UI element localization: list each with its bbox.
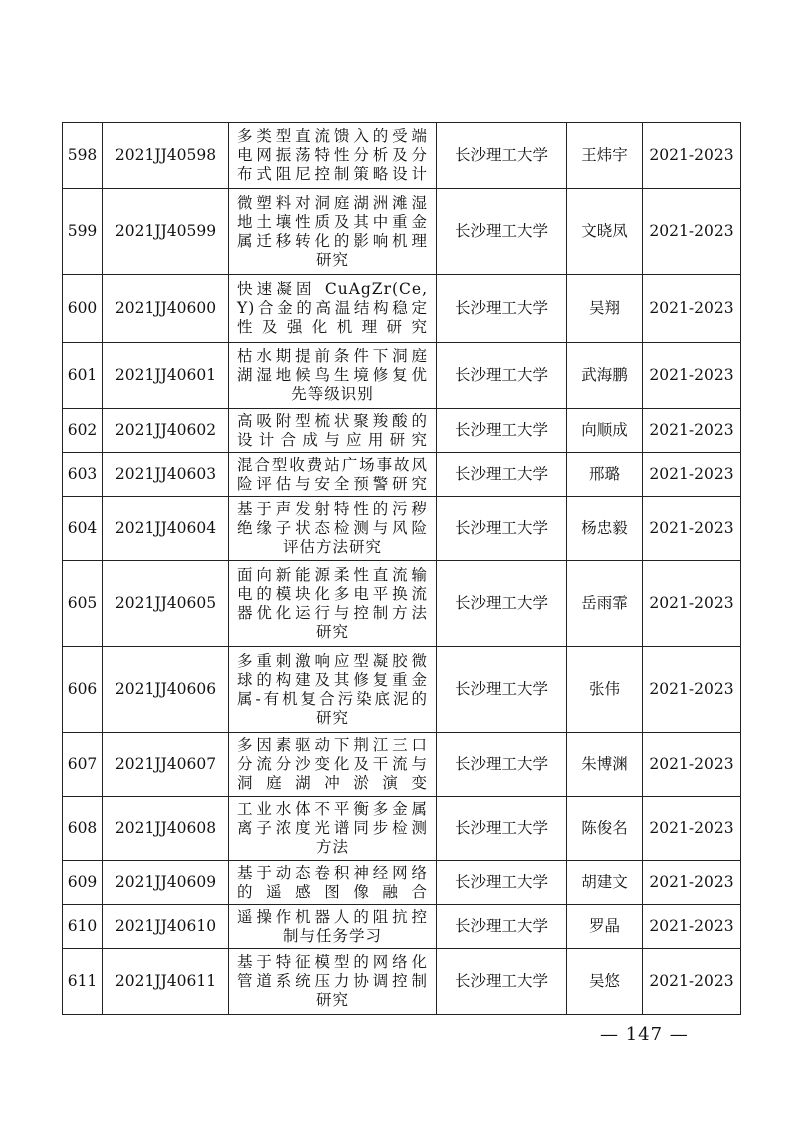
project-title-line: 研究 bbox=[315, 708, 349, 727]
project-id: 2021JJ40606 bbox=[103, 647, 229, 733]
table-body bbox=[63, 123, 741, 1015]
institution: 长沙理工大学 bbox=[437, 905, 567, 949]
row-number: 598 bbox=[63, 123, 103, 189]
institution: 长沙理工大学 bbox=[437, 275, 567, 343]
institution: 长沙理工大学 bbox=[437, 561, 567, 647]
table-row bbox=[63, 275, 741, 343]
project-title-line: 多类型直流馈入的受端 bbox=[237, 127, 428, 145]
project-title bbox=[229, 189, 437, 275]
project-id: 2021JJ40610 bbox=[103, 905, 229, 949]
row-number: 602 bbox=[63, 409, 103, 453]
table-row bbox=[63, 189, 741, 275]
institution: 长沙理工大学 bbox=[437, 647, 567, 733]
row-number: 604 bbox=[63, 497, 103, 561]
project-id: 2021JJ40601 bbox=[103, 343, 229, 409]
project-title-line: 基于声发射特性的污秽 bbox=[237, 500, 428, 518]
table-row bbox=[63, 949, 741, 1015]
project-period: 2021-2023 bbox=[643, 409, 741, 453]
project-period: 2021-2023 bbox=[643, 123, 741, 189]
project-id: 2021JJ40604 bbox=[103, 497, 229, 561]
table-row bbox=[63, 905, 741, 949]
project-title bbox=[229, 733, 437, 797]
project-title-line: 属-有机复合污染底泥的 bbox=[237, 689, 428, 708]
project-title bbox=[229, 123, 437, 189]
project-period: 2021-2023 bbox=[643, 861, 741, 905]
project-title-line: 研究 bbox=[315, 622, 349, 641]
table-row bbox=[63, 453, 741, 497]
project-title bbox=[229, 949, 437, 1015]
table-row bbox=[63, 733, 741, 797]
project-title-line: 研究 bbox=[315, 250, 349, 269]
project-title-line: 分流分沙变化及干流与 bbox=[237, 755, 428, 773]
project-title bbox=[229, 647, 437, 733]
institution: 长沙理工大学 bbox=[437, 861, 567, 905]
principal-investigator: 武海鹏 bbox=[567, 343, 643, 409]
project-id: 2021JJ40600 bbox=[103, 275, 229, 343]
project-title bbox=[229, 561, 437, 647]
project-id: 2021JJ40598 bbox=[103, 123, 229, 189]
project-period: 2021-2023 bbox=[643, 275, 741, 343]
project-title-line: 电网振荡特性分析及分 bbox=[237, 146, 428, 164]
project-title-line: 混合型收费站广场事故风 bbox=[237, 455, 428, 474]
project-period: 2021-2023 bbox=[643, 497, 741, 561]
project-title-line: 微塑料对洞庭湖洲滩湿 bbox=[237, 193, 428, 212]
project-title-line: 多因素驱动下荆江三口 bbox=[237, 736, 428, 754]
project-title-line: 基于动态卷积神经网络 bbox=[237, 863, 428, 882]
row-number: 600 bbox=[63, 275, 103, 343]
project-title-line: 面向新能源柔性直流输 bbox=[237, 565, 428, 584]
project-period: 2021-2023 bbox=[643, 561, 741, 647]
row-number: 608 bbox=[63, 797, 103, 861]
table-row bbox=[63, 497, 741, 561]
principal-investigator: 胡建文 bbox=[567, 861, 643, 905]
project-title-line: 球的构建及其修复重金 bbox=[237, 670, 428, 689]
table-row bbox=[63, 797, 741, 861]
project-title bbox=[229, 409, 437, 453]
principal-investigator: 邢璐 bbox=[567, 453, 643, 497]
institution: 长沙理工大学 bbox=[437, 949, 567, 1015]
project-title bbox=[229, 497, 437, 561]
project-title-line: 绝缘子状态检测与风险 bbox=[237, 519, 428, 537]
project-title-line: 高吸附型梳状聚羧酸的 bbox=[237, 411, 428, 430]
row-number: 605 bbox=[63, 561, 103, 647]
project-title-line: 遥操作机器人的阻抗控 bbox=[237, 907, 428, 926]
row-number: 611 bbox=[63, 949, 103, 1015]
institution: 长沙理工大学 bbox=[437, 189, 567, 275]
project-title-line: 多重刺激响应型凝胶微 bbox=[237, 651, 428, 670]
institution: 长沙理工大学 bbox=[437, 733, 567, 797]
principal-investigator: 岳雨霏 bbox=[567, 561, 643, 647]
project-title-line: 险评估与安全预警研究 bbox=[237, 474, 428, 493]
principal-investigator: 张伟 bbox=[567, 647, 643, 733]
project-id: 2021JJ40608 bbox=[103, 797, 229, 861]
row-number: 606 bbox=[63, 647, 103, 733]
project-title bbox=[229, 861, 437, 905]
project-title-line: 制与任务学习 bbox=[282, 926, 382, 945]
project-title bbox=[229, 905, 437, 949]
project-title-line: 器优化运行与控制方法 bbox=[237, 603, 428, 622]
project-title-line: 属迁移转化的影响机理 bbox=[237, 231, 428, 250]
institution: 长沙理工大学 bbox=[437, 497, 567, 561]
project-title-line: 评估方法研究 bbox=[282, 538, 382, 556]
project-title bbox=[229, 797, 437, 861]
project-period: 2021-2023 bbox=[643, 343, 741, 409]
principal-investigator: 向顺成 bbox=[567, 409, 643, 453]
project-title-line: 管道系统压力协调控制 bbox=[237, 972, 428, 990]
project-title-line: 布式阻尼控制策略设计 bbox=[237, 165, 428, 183]
project-period: 2021-2023 bbox=[643, 647, 741, 733]
project-title-line: 的遥感图像融合 bbox=[237, 882, 428, 901]
principal-investigator: 王炜宇 bbox=[567, 123, 643, 189]
principal-investigator: 杨忠毅 bbox=[567, 497, 643, 561]
institution: 长沙理工大学 bbox=[437, 409, 567, 453]
project-title-line: 地土壤性质及其中重金 bbox=[237, 212, 428, 231]
project-period: 2021-2023 bbox=[643, 733, 741, 797]
table-row bbox=[63, 561, 741, 647]
project-title-line: Y)合金的高温结构稳定 bbox=[237, 299, 428, 317]
project-title-line: 湖湿地候鸟生境修复优 bbox=[237, 366, 428, 384]
project-period: 2021-2023 bbox=[643, 453, 741, 497]
table-row bbox=[63, 343, 741, 409]
page-number: — 147 — bbox=[600, 1024, 689, 1045]
row-number: 603 bbox=[63, 453, 103, 497]
project-title-line: 性及强化机理研究 bbox=[237, 318, 428, 336]
project-title-line: 工业水体不平衡多金属 bbox=[237, 800, 428, 818]
project-title-line: 设计合成与应用研究 bbox=[237, 430, 428, 449]
row-number: 609 bbox=[63, 861, 103, 905]
project-title-line: 枯水期提前条件下洞庭 bbox=[237, 347, 428, 365]
project-period: 2021-2023 bbox=[643, 949, 741, 1015]
project-title-line: 研究 bbox=[315, 991, 349, 1009]
principal-investigator: 文晓凤 bbox=[567, 189, 643, 275]
principal-investigator: 吴悠 bbox=[567, 949, 643, 1015]
row-number: 607 bbox=[63, 733, 103, 797]
institution: 长沙理工大学 bbox=[437, 343, 567, 409]
principal-investigator: 罗晶 bbox=[567, 905, 643, 949]
table-row bbox=[63, 647, 741, 733]
grants-table bbox=[62, 122, 741, 1015]
project-title-line: 基于特征模型的网络化 bbox=[237, 953, 428, 971]
row-number: 599 bbox=[63, 189, 103, 275]
project-title-line: 先等级识别 bbox=[291, 385, 374, 403]
project-title-line: 快速凝固 CuAgZr(Ce, bbox=[237, 280, 428, 298]
project-id: 2021JJ40602 bbox=[103, 409, 229, 453]
principal-investigator: 吴翔 bbox=[567, 275, 643, 343]
project-id: 2021JJ40607 bbox=[103, 733, 229, 797]
project-id: 2021JJ40611 bbox=[103, 949, 229, 1015]
table-row bbox=[63, 861, 741, 905]
principal-investigator: 朱博渊 bbox=[567, 733, 643, 797]
institution: 长沙理工大学 bbox=[437, 123, 567, 189]
project-id: 2021JJ40605 bbox=[103, 561, 229, 647]
project-title bbox=[229, 453, 437, 497]
row-number: 601 bbox=[63, 343, 103, 409]
row-number: 610 bbox=[63, 905, 103, 949]
project-period: 2021-2023 bbox=[643, 797, 741, 861]
table-row bbox=[63, 123, 741, 189]
table-row bbox=[63, 409, 741, 453]
project-title-line: 离子浓度光谱同步检测 bbox=[237, 819, 428, 837]
institution: 长沙理工大学 bbox=[437, 797, 567, 861]
project-id: 2021JJ40609 bbox=[103, 861, 229, 905]
project-title-line: 电的模块化多电平换流 bbox=[237, 584, 428, 603]
project-id: 2021JJ40599 bbox=[103, 189, 229, 275]
project-period: 2021-2023 bbox=[643, 905, 741, 949]
project-period: 2021-2023 bbox=[643, 189, 741, 275]
project-title-line: 方法 bbox=[315, 838, 349, 856]
project-title-line: 洞庭湖冲淤演变 bbox=[237, 774, 428, 792]
project-title bbox=[229, 343, 437, 409]
project-title bbox=[229, 275, 437, 343]
project-id: 2021JJ40603 bbox=[103, 453, 229, 497]
institution: 长沙理工大学 bbox=[437, 453, 567, 497]
principal-investigator: 陈俊名 bbox=[567, 797, 643, 861]
